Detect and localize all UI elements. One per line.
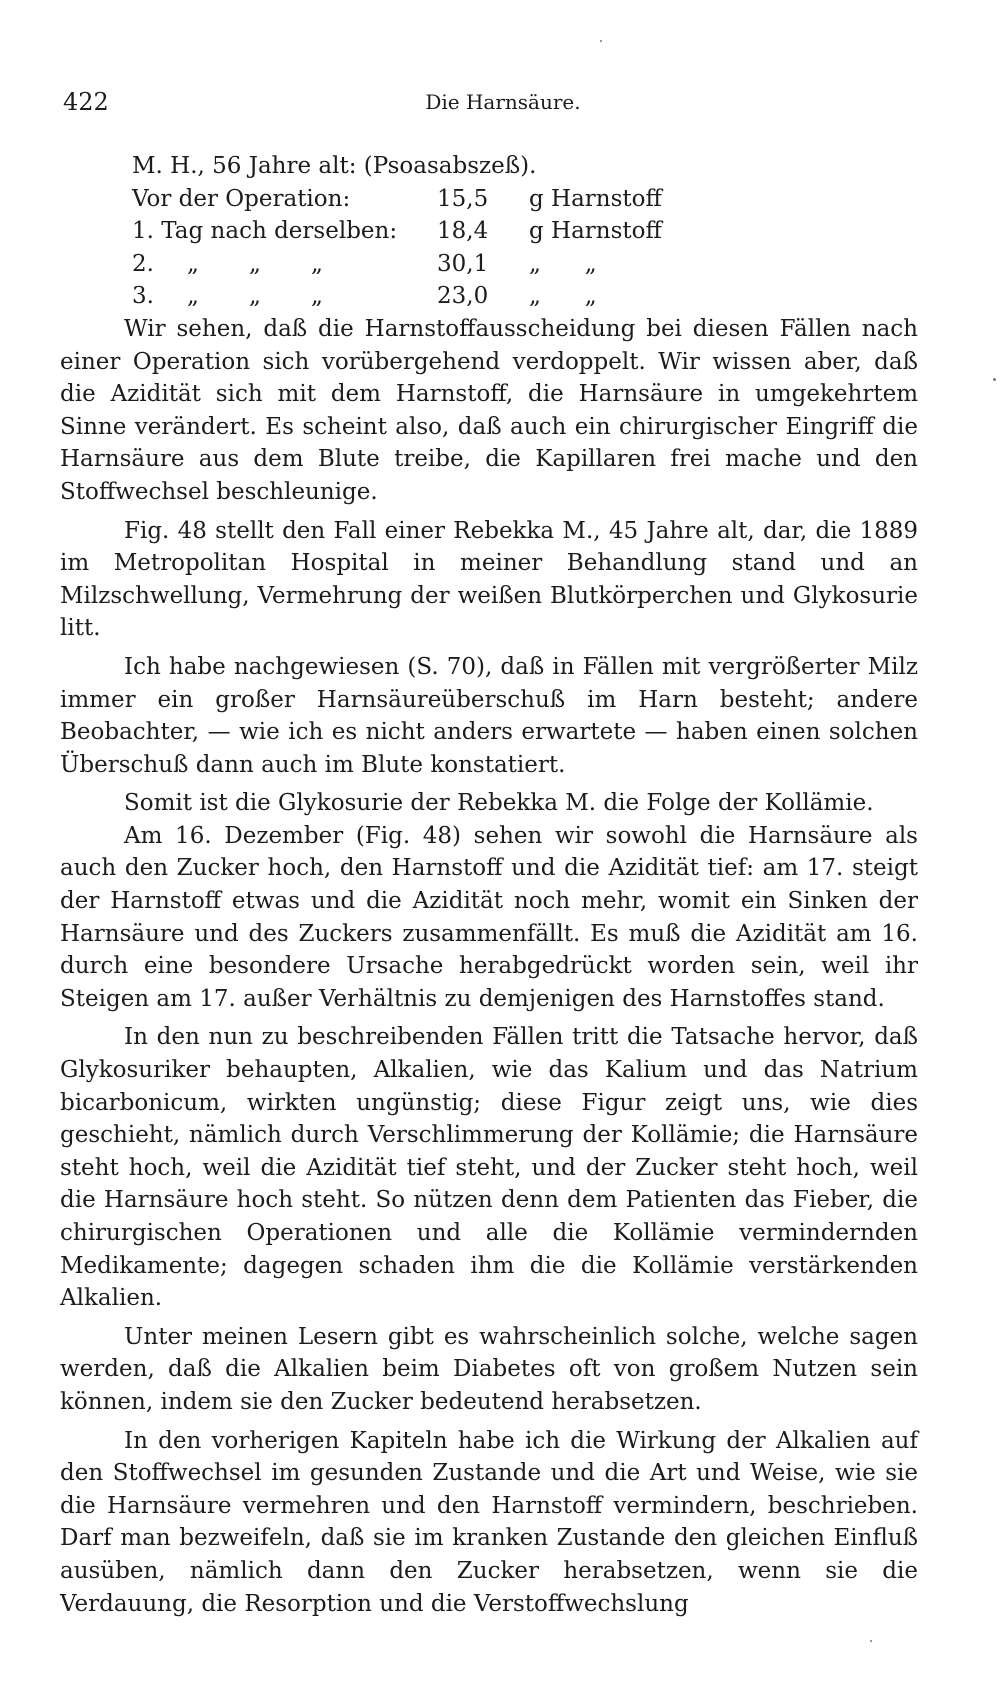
table-row: [132, 183, 662, 216]
row-label: 1. Tag nach derselben:: [132, 218, 398, 245]
paragraph: Ich habe nachgewiesen (S. 70), daß in Fällen mit vergrößerter Milz immer ein großer Harnsäureüberschuß im Harn besteht; andere Beobachter, — wie ich es nicht anders erwartete — haben einen solchen Überschuß dann auch im Blute konstatiert.: [60, 653, 918, 778]
row-label: [132, 248, 437, 281]
ditto-mark: „: [249, 283, 261, 310]
scan-speck: [870, 1640, 872, 1642]
scan-speck: [600, 40, 602, 42]
page-header: [63, 88, 943, 122]
row-value: 23,0: [437, 283, 489, 310]
row-label: Vor der Operation:: [132, 185, 351, 212]
ditto-mark: „: [311, 283, 323, 310]
table-row: [132, 280, 662, 313]
body-text: [60, 150, 918, 1620]
row-label-number: 3.: [132, 283, 154, 310]
row-unit: g Harnstoff: [529, 185, 662, 212]
paragraph: Somit ist die Glykosurie der Rebekka M. die Folge der Kollämie.: [124, 790, 874, 817]
row-label: [132, 280, 437, 313]
row-value: 18,4: [437, 218, 489, 245]
paragraph: Unter meinen Lesern gibt es wahrscheinlich solche, welche sagen werden, daß die Alkalien beim Diabetes oft von großem Nutzen sein können, indem sie den Zucker bedeutend herabsetzen.: [60, 1323, 918, 1415]
row-unit: „ „: [529, 283, 597, 310]
table-row: [132, 248, 662, 281]
row-label-number: 2.: [132, 250, 154, 277]
ditto-mark: „: [311, 250, 323, 277]
paragraph: In den vorherigen Kapiteln habe ich die Wirkung der Alkalien auf den Stoffwechsel im gesunden Zustande und die Art und Weise, wie sie die Harnsäure vermehren und den Harnstoff vermindern, beschrieben. Darf man bezweifeln, daß sie im kranken Zustande den gleichen Einfluß ausüben, nämlich dann den Zucker herabsetzen, wenn sie die Verdauung, die Resorption und die Verstoffwechslung: [60, 1427, 918, 1617]
urea-table: [132, 183, 662, 313]
ditto-mark: „: [249, 250, 261, 277]
table-row: [132, 215, 662, 248]
row-unit: g Harnstoff: [529, 218, 662, 245]
case-title: M. H., 56 Jahre alt: (Psoasabszeß).: [132, 153, 537, 179]
paragraph: Wir sehen, daß die Harnstoffausscheidung bei diesen Fällen nach einer Operation sich vorübergehend verdoppelt. Wir wissen aber, daß die Azidität sich mit dem Harnstoff, die Harnsäure in umgekehrtem Sinne verändert. Es scheint also, daß auch ein chirurgischer Eingriff die Harnsäure aus dem Blute treibe, die Kapillaren frei mache und den Stoffwechsel beschleunige.: [60, 315, 918, 505]
row-value: 15,5: [437, 185, 489, 212]
row-unit: „ „: [529, 250, 597, 277]
ditto-mark: „: [187, 283, 199, 310]
row-value: 30,1: [437, 250, 489, 277]
paragraph: In den nun zu beschreibenden Fällen tritt die Tatsache hervor, daß Glykosuriker behaupten, Alkalien, wie das Kalium und das Natrium bicarbonicum, wirkten ungünstig; diese Figur zeigt uns, wie dies geschieht, nämlich durch Verschlimmerung der Kollämie; die Harnsäure steht hoch, weil die Azidität tief steht, und der Zucker steht hoch, weil die Harnsäure hoch steht. So nützen denn dem Patienten das Fieber, die chirurgischen Operationen und alle die Kollämie vermindernden Medikamente; dagegen schaden ihm die die Kollämie verstärkenden Alkalien.: [60, 1024, 918, 1312]
ditto-mark: „: [187, 250, 199, 277]
paragraph: Fig. 48 stellt den Fall einer Rebekka M., 45 Jahre alt, dar, die 1889 im Metropolitan Hospital in meiner Behandlung stand und an Milzschwellung, Vermehrung der weißen Blutkörperchen und Glykosurie litt.: [60, 517, 918, 642]
scan-speck: [993, 378, 996, 381]
running-title: Die Harnsäure.: [425, 90, 581, 114]
paragraph: Am 16. Dezember (Fig. 48) sehen wir sowohl die Harnsäure als auch den Zucker hoch, den Harnstoff und die Azidität tief: am 17. steigt der Harnstoff etwas und die Azidität noch mehr, womit ein Sinken der Harnsäure und des Zuckers zusammenfällt. Es muß die Azidität am 16. durch eine besondere Ursache herabgedrückt worden sein, weil ihr Steigen am 17. außer Verhältnis zu demjenigen des Harnstoffes stand.: [60, 822, 918, 1012]
page-number: 422: [63, 88, 109, 116]
